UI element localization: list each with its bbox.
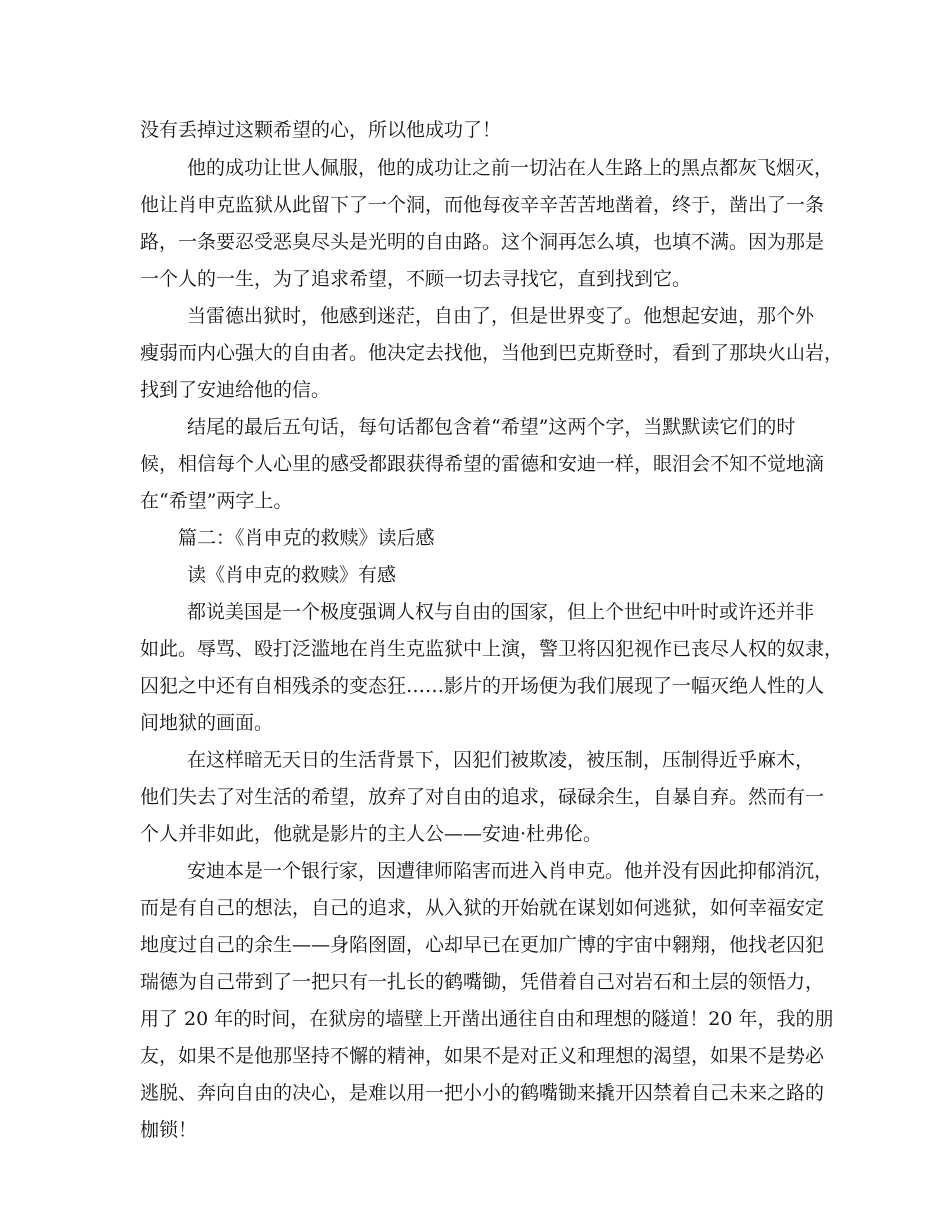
text-line: 友，如果不是他那坚持不懈的精神，如果不是对正义和理想的渴望，如果不是势必 (140, 1045, 825, 1067)
text-line: 逃脱、奔向自由的决心，是难以用一把小小的鹤嘴锄来撬开囚禁着自己未来之路的 (140, 1082, 825, 1104)
article-title: 读《肖申克的救赎》有感 (187, 564, 397, 586)
text-line: 找到了安迪给他的信。 (140, 379, 331, 401)
text-line: 如此。辱骂、殴打泛滥地在肖生克监狱中上演，警卫将囚犯视作已丧尽人权的奴隶， (140, 638, 844, 660)
text-line: 候，相信每个人心里的感受都跟获得希望的雷德和安迪一样，眼泪会不知不觉地滴 (140, 453, 825, 475)
text-line: 而是有自己的想法，自己的追求，从入狱的开始就在谋划如何逃狱，如何幸福安定 (140, 897, 825, 919)
text-line: 他让肖申克监狱从此留下了一个洞，而他每夜辛辛苦苦地凿着，终于，凿出了一条 (140, 194, 825, 216)
text-line: 用了 20 年的时间，在狱房的墙壁上开凿出通往自由和理想的隧道！20 年，我的朋 (140, 1008, 834, 1030)
text-line: 囚犯之中还有自相残杀的变态狂……影片的开场便为我们展现了一幅灭绝人性的人 (140, 675, 825, 697)
section-heading: 篇二：《肖申克的救赎》读后感 (178, 527, 435, 549)
text-line: 安迪本是一个银行家，因遭律师陷害而进入肖申克。他并没有因此抑郁消沉， (187, 860, 834, 882)
text-line: 当雷德出狱时，他感到迷茫，自由了，但是世界变了。他想起安迪，那个外 (187, 305, 815, 327)
text-line: 都说美国是一个极度强调人权与自由的国家，但上个世纪中叶时或许还并非 (187, 601, 815, 623)
text-line: 枷锁！ (140, 1119, 198, 1141)
text-line: 在“希望”两字上。 (140, 490, 293, 512)
text-line: 路，一条要忍受恶臭尽头是光明的自由路。这个洞再怎么填，也填不满。因为那是 (140, 231, 825, 253)
text-line: 没有丢掉过这颗希望的心，所以他成功了！ (140, 119, 502, 141)
text-line: 瘦弱而内心强大的自由者。他决定去找他，当他到巴克斯登时，看到了那块火山岩， (140, 342, 844, 364)
text-line: 结尾的最后五句话，每句话都包含着“希望”这两个字，当默默读它们的时 (187, 416, 796, 438)
text-line: 地度过自己的余生——身陷囹圄，心却早已在更加广博的宇宙中翱翔，他找老囚犯 (140, 934, 825, 956)
text-line: 个人并非如此，他就是影片的主人公——安迪·杜弗伦。 (140, 823, 603, 845)
text-line: 间地狱的画面。 (140, 712, 274, 734)
text-line: 一个人的一生，为了追求希望，不顾一切去寻找它，直到找到它。 (140, 268, 692, 290)
text-line: 瑞德为自己带到了一把只有一扎长的鹤嘴锄，凭借着自己对岩石和土层的领悟力， (140, 971, 825, 993)
text-line: 在这样暗无天日的生活背景下，囚犯们被欺凌，被压制，压制得近乎麻木， (187, 749, 815, 771)
text-line: 他的成功让世人佩服，他的成功让之前一切沾在人生路上的黑点都灰飞烟灭， (187, 157, 834, 179)
text-line: 他们失去了对生活的希望，放弃了对自由的追求，碌碌余生，自暴自弃。然而有一 (140, 786, 825, 808)
